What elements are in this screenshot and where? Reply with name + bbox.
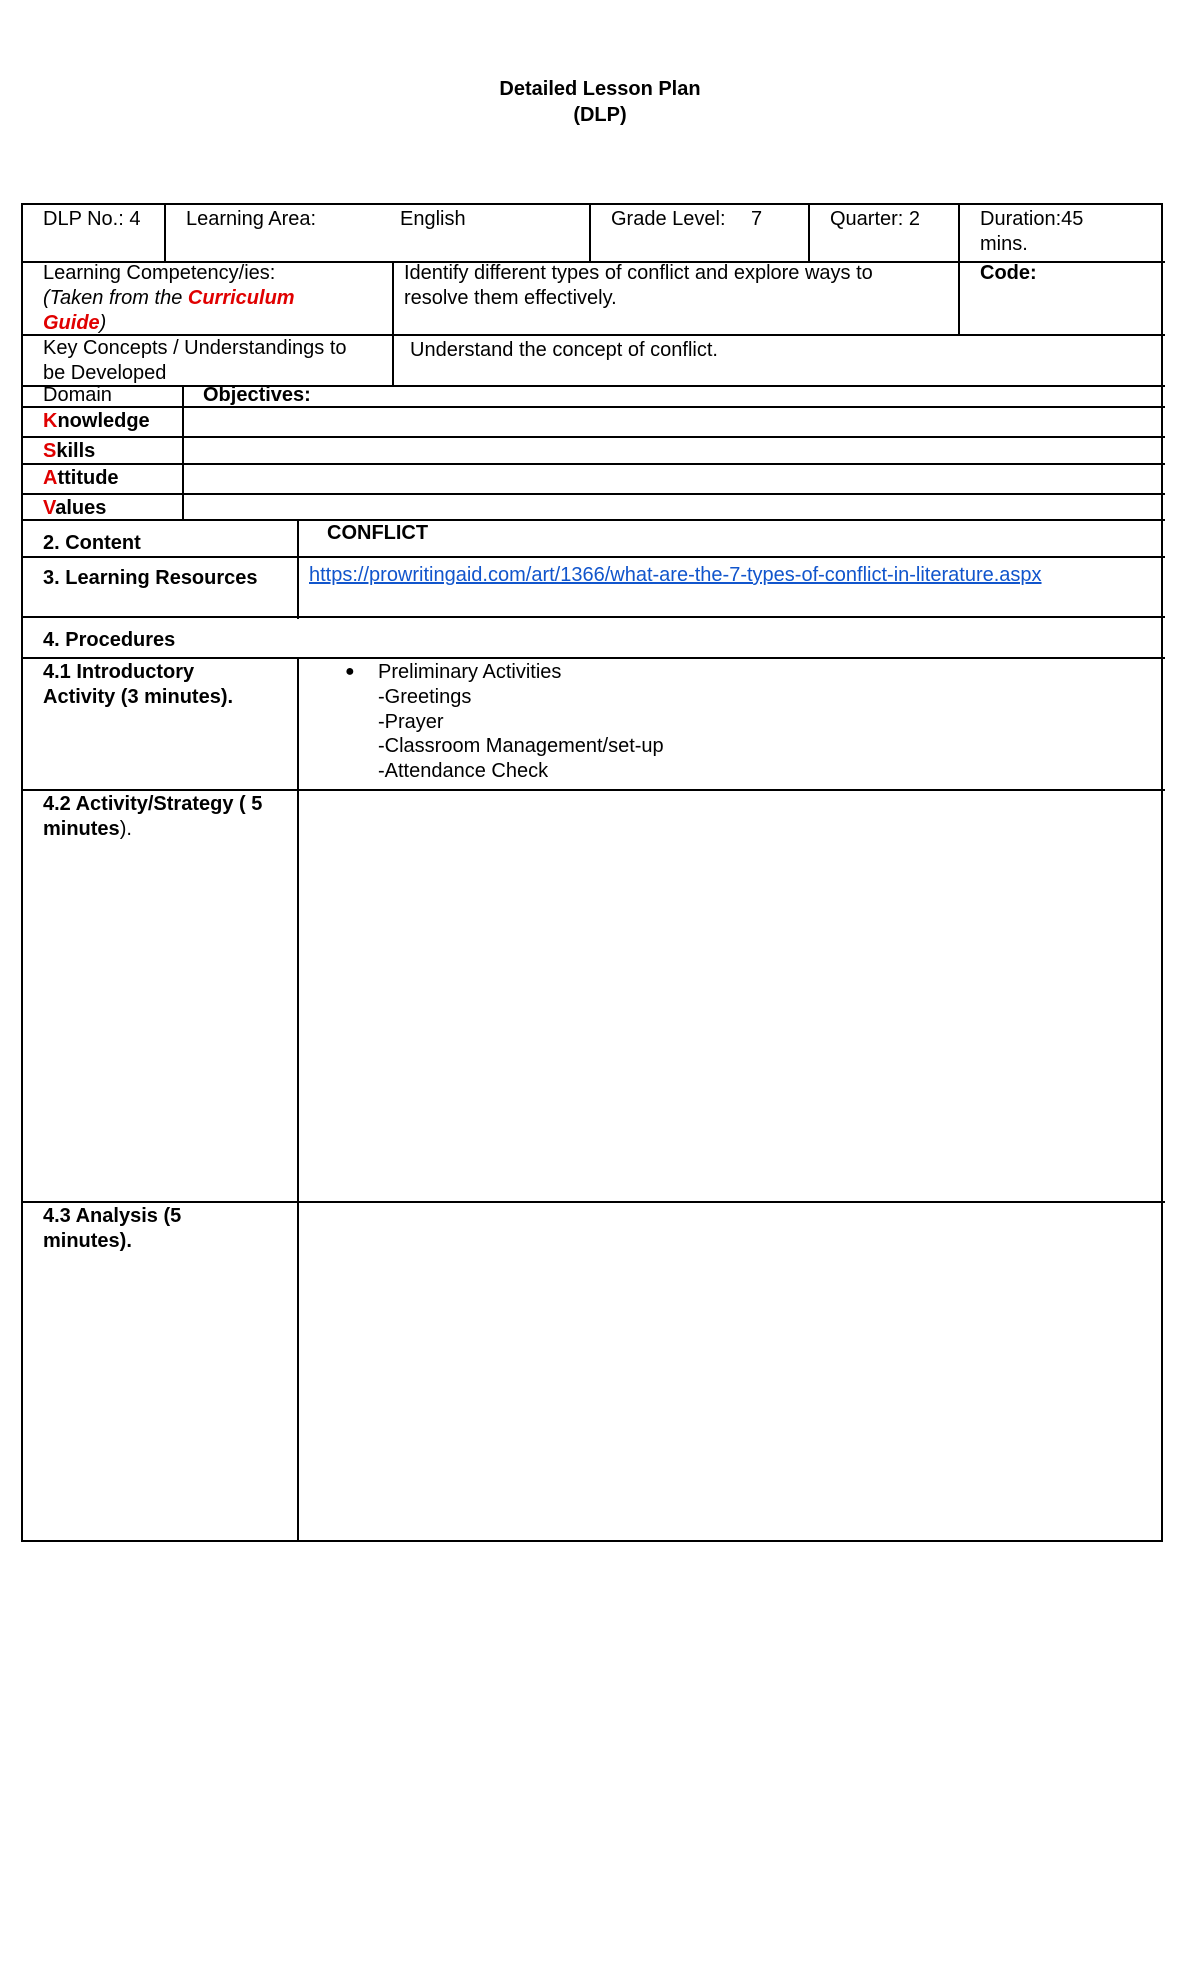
analysis-label-line-1: 4.3 Analysis (5 — [43, 1205, 182, 1227]
list-item — [345, 660, 664, 685]
activity-label-line-2 — [43, 817, 262, 842]
domain-initial: A — [43, 467, 58, 489]
key-concepts-label-line-1: Key Concepts / Understandings to — [43, 337, 347, 359]
intro-label-line-1: 4.1 Introductory — [43, 661, 195, 683]
competency-source-2 — [43, 311, 295, 336]
col-divider — [182, 385, 184, 521]
intro-activity-list — [345, 660, 664, 784]
row-divider — [21, 436, 1165, 438]
title-line-1: Detailed Lesson Plan — [499, 78, 701, 100]
list-item: -Prayer — [378, 710, 444, 733]
domain-initial: K — [43, 410, 58, 432]
quarter: Quarter: 2 — [830, 208, 921, 230]
domain-rest: kills — [56, 440, 96, 462]
row-divider — [21, 1201, 1165, 1203]
col-divider — [164, 203, 166, 263]
row-divider — [21, 616, 1165, 618]
procedures-label: 4. Procedures — [43, 629, 176, 651]
activity-label-minutes: minutes — [43, 817, 120, 840]
domain-rest: nowledge — [57, 410, 150, 432]
domain-knowledge — [43, 409, 150, 434]
activity-label-line-1: 4.2 Activity/Strategy ( 5 — [43, 793, 263, 815]
domain-initial: S — [43, 440, 57, 462]
row-divider — [21, 519, 1165, 521]
domain-rest: alues — [55, 497, 107, 519]
competency-source — [43, 286, 295, 311]
domain-initial: V — [43, 497, 56, 519]
row-divider — [21, 406, 1165, 408]
row-divider — [21, 657, 1165, 659]
domain-values — [43, 496, 106, 521]
duration-line-2: mins. — [980, 232, 1028, 255]
content-label: 2. Content — [43, 532, 141, 554]
activity-strategy-label — [43, 792, 262, 842]
duration — [980, 207, 1083, 257]
intro-label-line-2: Activity (3 minutes). — [43, 685, 234, 708]
page-title — [0, 76, 1200, 128]
grade-level-label: Grade Level: — [611, 208, 726, 230]
resource-link[interactable]: https://prowritingaid.com/art/1366/what-are-the-7-types-of-conflict-in-literature.aspx — [309, 564, 1042, 586]
col-divider — [958, 203, 960, 336]
domain-attitude — [43, 466, 119, 491]
competency-text-line-2: resolve them effectively. — [404, 286, 617, 309]
competency-source-prefix: (Taken from the — [43, 286, 188, 309]
learning-area-value: English — [400, 208, 466, 230]
col-divider — [808, 203, 810, 263]
list-item: -Greetings — [378, 685, 472, 708]
bullet-icon: ● — [345, 663, 355, 680]
row-divider — [21, 463, 1165, 465]
competency-text — [404, 261, 873, 311]
list-item: -Classroom Management/set-up — [378, 735, 664, 758]
curriculum-word: Curriculum — [187, 286, 295, 309]
competency-source-suffix: ) — [99, 311, 107, 334]
competency-label: Learning Competency/ies: — [43, 262, 276, 284]
col-divider — [589, 203, 591, 263]
learning-area-label: Learning Area: — [186, 208, 317, 230]
title-line-2: (DLP) — [573, 104, 627, 126]
row-divider — [21, 556, 1165, 558]
analysis-label — [43, 1204, 181, 1254]
domain-rest: ttitude — [57, 467, 119, 489]
row-divider — [21, 493, 1165, 495]
duration-line-1: Duration:45 — [980, 208, 1084, 230]
col-divider — [392, 261, 394, 387]
code-label: Code: — [980, 262, 1037, 284]
col-divider — [297, 657, 299, 1542]
competency-text-line-1: Identify different types of conflict and explore ways to — [404, 262, 873, 284]
key-concepts-label-line-2: be Developed — [43, 361, 167, 384]
competency-label-block — [43, 261, 295, 335]
list-item: -Attendance Check — [378, 760, 549, 783]
domain-header: Domain — [43, 384, 112, 406]
key-concepts-label — [43, 336, 347, 386]
row-divider — [21, 789, 1165, 791]
analysis-label-line-2: minutes). — [43, 1229, 132, 1252]
domain-skills — [43, 439, 95, 464]
intro-activity-label — [43, 660, 233, 710]
key-concepts-value: Understand the concept of conflict. — [410, 339, 718, 361]
content-value: CONFLICT — [327, 522, 429, 544]
lesson-plan-table — [21, 203, 1163, 1542]
grade-level-value: 7 — [751, 208, 763, 230]
activity-label-tail: ). — [119, 817, 132, 840]
guide-word: Guide — [43, 311, 100, 334]
list-heading: Preliminary Activities — [378, 661, 562, 683]
col-divider — [297, 519, 299, 619]
resources-label: 3. Learning Resources — [43, 567, 258, 589]
dlp-number: DLP No.: 4 — [43, 208, 141, 230]
objectives-header: Objectives: — [203, 384, 311, 406]
